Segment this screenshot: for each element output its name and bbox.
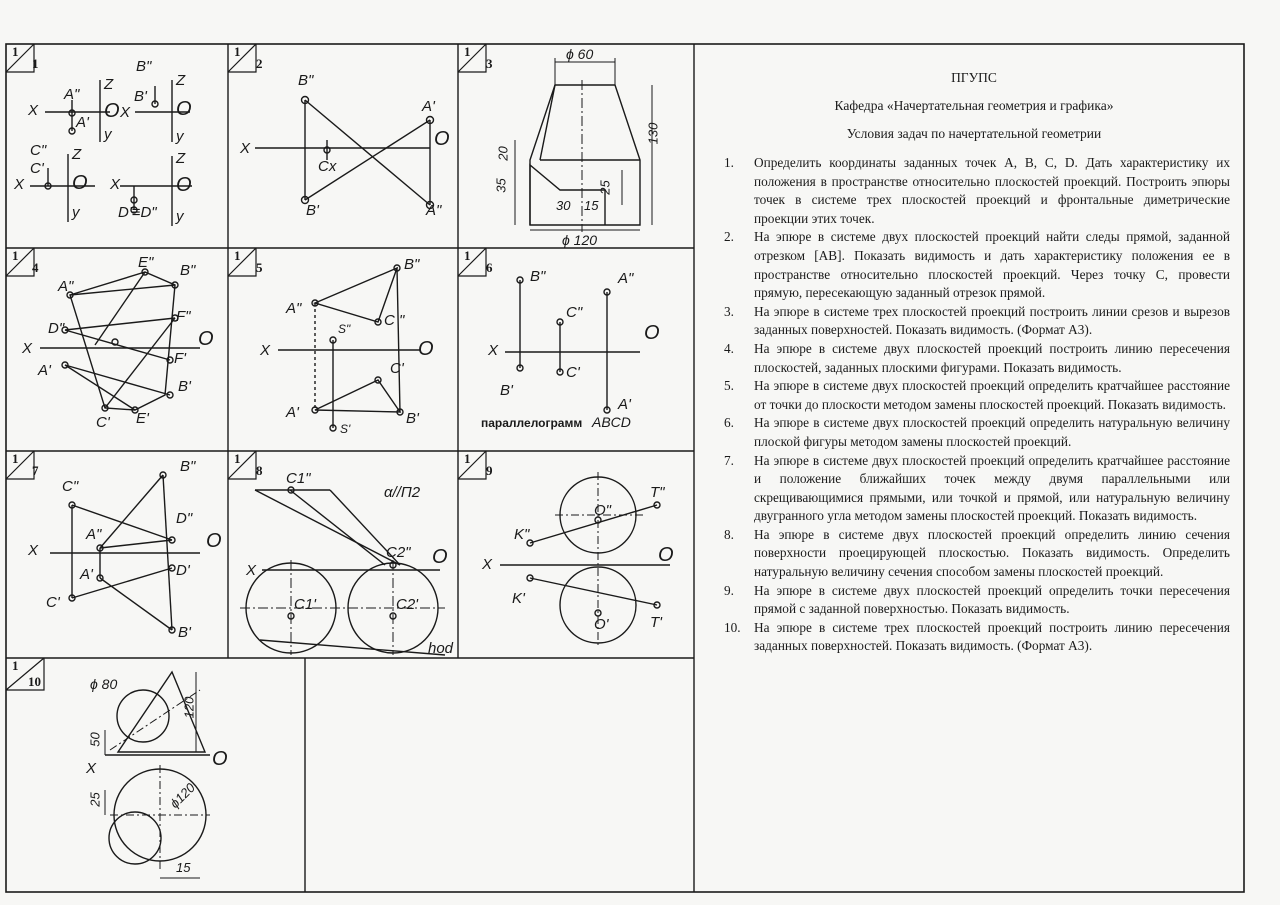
cell-8-variant: 1 (234, 451, 241, 466)
c9-k1: K' (512, 590, 525, 607)
task-item: 3. На эпюре в системе трех плоскостей проекций построить линии срезов и вырезов заданных поверхностей. Показать видимость. (Формат А3). (724, 303, 1230, 338)
c8-c21: C2' (396, 596, 419, 613)
c4-d2: D" (48, 320, 65, 337)
cell-1-variant: 1 (12, 44, 19, 59)
c1-z3: Z (72, 146, 82, 163)
c8-x: X (246, 562, 257, 579)
c8-hod: hod (428, 640, 454, 657)
c4-b2: B" (180, 262, 196, 279)
c2-a2: A" (426, 202, 442, 219)
c3-h130: 130 (645, 122, 661, 145)
task-list (718, 154, 1230, 656)
c6-abcd: ABCD (592, 414, 631, 430)
c4-o: O (198, 328, 214, 350)
c5-o: O (418, 338, 434, 360)
c1-o3: O (72, 172, 88, 194)
c3-w30: 30 (556, 198, 571, 213)
c10-h120: 120 (181, 696, 197, 719)
c6-a2: A" (618, 270, 634, 287)
c1-z4: Z (176, 150, 186, 167)
c8-c22: C2" (386, 544, 411, 561)
c5-c1: C' (390, 360, 404, 377)
c6-x: X (488, 342, 499, 359)
c9-x: X (482, 556, 493, 573)
c1-y3: y (72, 204, 80, 221)
task-item: 10. На эпюре в системе трех плоскостей проекций построить линию пересечения заданных поверхностей. Показать видимость. (Формат А3). (724, 619, 1230, 654)
cell-2-drawing (255, 97, 434, 209)
c7-c1: C' (46, 594, 60, 611)
c6-c2: C" (566, 304, 583, 321)
task-item: 1. Определить координаты заданных точек A, B, C, D. Дать характеристику их положения в пространстве относительно плоскостей проекций. Построить эпюры точек в системе трех плоскостей проекций и фронтальные диметрические проекции этих точек. (724, 155, 1230, 226)
c2-b1: B' (306, 202, 319, 219)
cell-10-task: 10 (28, 674, 41, 689)
c2-o: O (434, 128, 450, 150)
cell-7-drawing (50, 472, 200, 633)
cell-7-task: 7 (32, 463, 39, 478)
org-name: ПГУПС (951, 70, 997, 85)
c5-s1: S' (340, 422, 351, 436)
c4-f1: F' (174, 350, 187, 367)
c1-x4: X (110, 176, 121, 193)
c2-x: X (240, 140, 251, 157)
c7-d2: D" (176, 510, 193, 527)
c5-s2: S" (338, 322, 351, 336)
c2-a1: A' (422, 98, 435, 115)
c7-d1: D' (176, 562, 190, 579)
c10-h25: 25 (87, 792, 103, 807)
c1-c2: C" (30, 142, 47, 159)
c1-y4: y (176, 208, 184, 225)
c1-c1: C' (30, 160, 44, 177)
c9-o1: O' (594, 616, 609, 633)
cell-7-variant: 1 (12, 451, 19, 466)
cell-1-task: 1 (32, 56, 39, 71)
task-item: 6. На эпюре в системе двух плоскостей проекций определить натуральную величину плоской фигуры методом замены плоскостей проекций. (724, 415, 1230, 449)
c1-a1: A' (76, 114, 89, 131)
department-name: Кафедра «Начертательная геометрия и графика» (834, 98, 1114, 113)
c4-a1: A' (38, 362, 51, 379)
c1-x: X (28, 102, 39, 119)
c3-h20: 20 (495, 146, 511, 161)
c10-d120: ϕ120 (166, 779, 198, 812)
c10-h50: 50 (87, 732, 103, 747)
c3-d120: ϕ 120 (562, 232, 598, 248)
c9-k2: K" (514, 526, 530, 543)
c1-o2: O (176, 98, 192, 120)
c7-o: O (206, 530, 222, 552)
c1-y: y (104, 126, 112, 143)
c1-d: D'≡D" (118, 204, 157, 221)
cell-6-variant: 1 (464, 248, 471, 263)
c1-a2: A" (64, 86, 80, 103)
cell-9-task: 9 (486, 463, 493, 478)
c4-e1: E' (136, 410, 149, 427)
c2-cx: Cx (318, 158, 337, 175)
c10-o: O (212, 748, 228, 770)
c5-b1: B' (406, 410, 419, 427)
c2-b2: B" (298, 72, 314, 89)
c5-x: X (260, 342, 271, 359)
c9-t2: T" (650, 484, 665, 501)
c6-a1: A' (618, 396, 631, 413)
c6-o: O (644, 322, 660, 344)
cell-8-task: 8 (256, 463, 263, 478)
c9-o2: O" (594, 502, 611, 519)
cell-6-drawing (505, 277, 640, 413)
c4-c1: C' (96, 414, 110, 431)
c1-b1: B' (134, 88, 147, 105)
c6-b1: B' (500, 382, 513, 399)
c4-b1: B' (178, 378, 191, 395)
c4-e2: E" (138, 254, 154, 271)
c6-b2: B" (530, 268, 546, 285)
c10-d80: ϕ 80 (90, 676, 118, 692)
c10-w15: 15 (176, 860, 191, 875)
cell-4-task: 4 (32, 260, 39, 275)
c1-x3: X (14, 176, 25, 193)
cell-9-variant: 1 (464, 451, 471, 466)
c7-c2: C" (62, 478, 79, 495)
c8-c11: C1' (294, 596, 317, 613)
task-item: 2. На эпюре в системе двух плоскостей проекций найти следы прямой, заданной отрезком [AB]. Показать видимость и дать характеристику положения ее в пространстве относительно плоскостей проекций. Через точку C, провести прямую, пересекающую заданный отрезок прямой. (724, 229, 1230, 301)
c1-y2: y (176, 128, 184, 145)
c1-o4: O (176, 174, 192, 196)
c1-x2: X (120, 104, 131, 121)
cell-5-variant: 1 (234, 248, 241, 263)
c10-x: X (86, 760, 97, 777)
c1-b2: B" (136, 58, 152, 75)
c4-a2: A" (58, 278, 74, 295)
c3-h25: 25 (597, 180, 613, 195)
c7-a1: A' (80, 566, 93, 583)
cell-3-variant: 1 (464, 44, 471, 59)
c3-w15: 15 (584, 198, 599, 213)
cell-9-drawing (500, 472, 670, 645)
c9-t1: T' (650, 614, 663, 631)
c7-a2: A" (86, 526, 102, 543)
cell-5-task: 5 (256, 260, 263, 275)
c5-b4: B" (404, 256, 420, 273)
cell-6-task: 6 (486, 260, 493, 275)
document-title: Условия задач по начертательной геометрии (846, 126, 1102, 141)
task-item: 8. На эпюре в системе двух плоскостей проекций определить линию сечения поверхности проецирующей плоскостью. Показать видимость. Определить натуральную величину сечения способом замены плоскостей проекций. (724, 526, 1230, 580)
c3-d60: ϕ 60 (566, 46, 594, 62)
conditions-panel (718, 70, 1230, 656)
c5-c2: C " (384, 312, 405, 329)
cell-2-task: 2 (256, 56, 263, 71)
c4-f2: F" (176, 308, 191, 325)
cell-2-variant: 1 (234, 44, 241, 59)
cell-8-drawing (240, 487, 445, 655)
cell-4-variant: 1 (12, 248, 19, 263)
c1-z2: Z (176, 72, 186, 89)
c3-h35: 35 (493, 178, 509, 193)
c9-o: O (658, 544, 674, 566)
c6-c1: C' (566, 364, 580, 381)
cell-5-drawing (278, 265, 420, 431)
c7-b1: B' (178, 624, 191, 641)
task-item: 4. На эпюре в системе двух плоскостей проекций построить линию пересечения плоскостей, заданных плоскими фигурами. Показать видимость. (724, 340, 1230, 375)
c7-b2: B" (180, 458, 196, 475)
cell-10-variant: 1 (12, 658, 19, 673)
c8-o: O (432, 546, 448, 568)
c1-o: O (104, 100, 120, 122)
c8-alpha: α//П2 (384, 484, 421, 501)
c4-x: X (22, 340, 33, 357)
c1-z: Z (104, 76, 114, 93)
c7-x: X (28, 542, 39, 559)
c5-a2: A" (286, 300, 302, 317)
task-item: 7. На эпюре в системе двух плоскостей проекций определить кратчайшее расстояние и положение ближайших точек между двумя параллельными или скрещивающимися прямыми, или точкой и прямой, или натуральную величину двугранного угла методом замены плоскостей проекций. Показать видимость. (724, 452, 1230, 524)
c8-c12: C1" (286, 470, 311, 487)
task-item: 5. На эпюре в системе двух плоскостей проекций определить кратчайшее расстояние от точки до плоскости методом замены плоскостей проекций. Показать видимость. (724, 378, 1230, 412)
c5-a1: A' (286, 404, 299, 421)
c6-para: параллелограмм (481, 416, 583, 430)
task-item: 9. На эпюре в системе двух плоскостей проекций определить точки пересечения прямой с заданной поверхностью. Показать видимость. (724, 582, 1230, 617)
cell-3-task: 3 (486, 56, 493, 71)
